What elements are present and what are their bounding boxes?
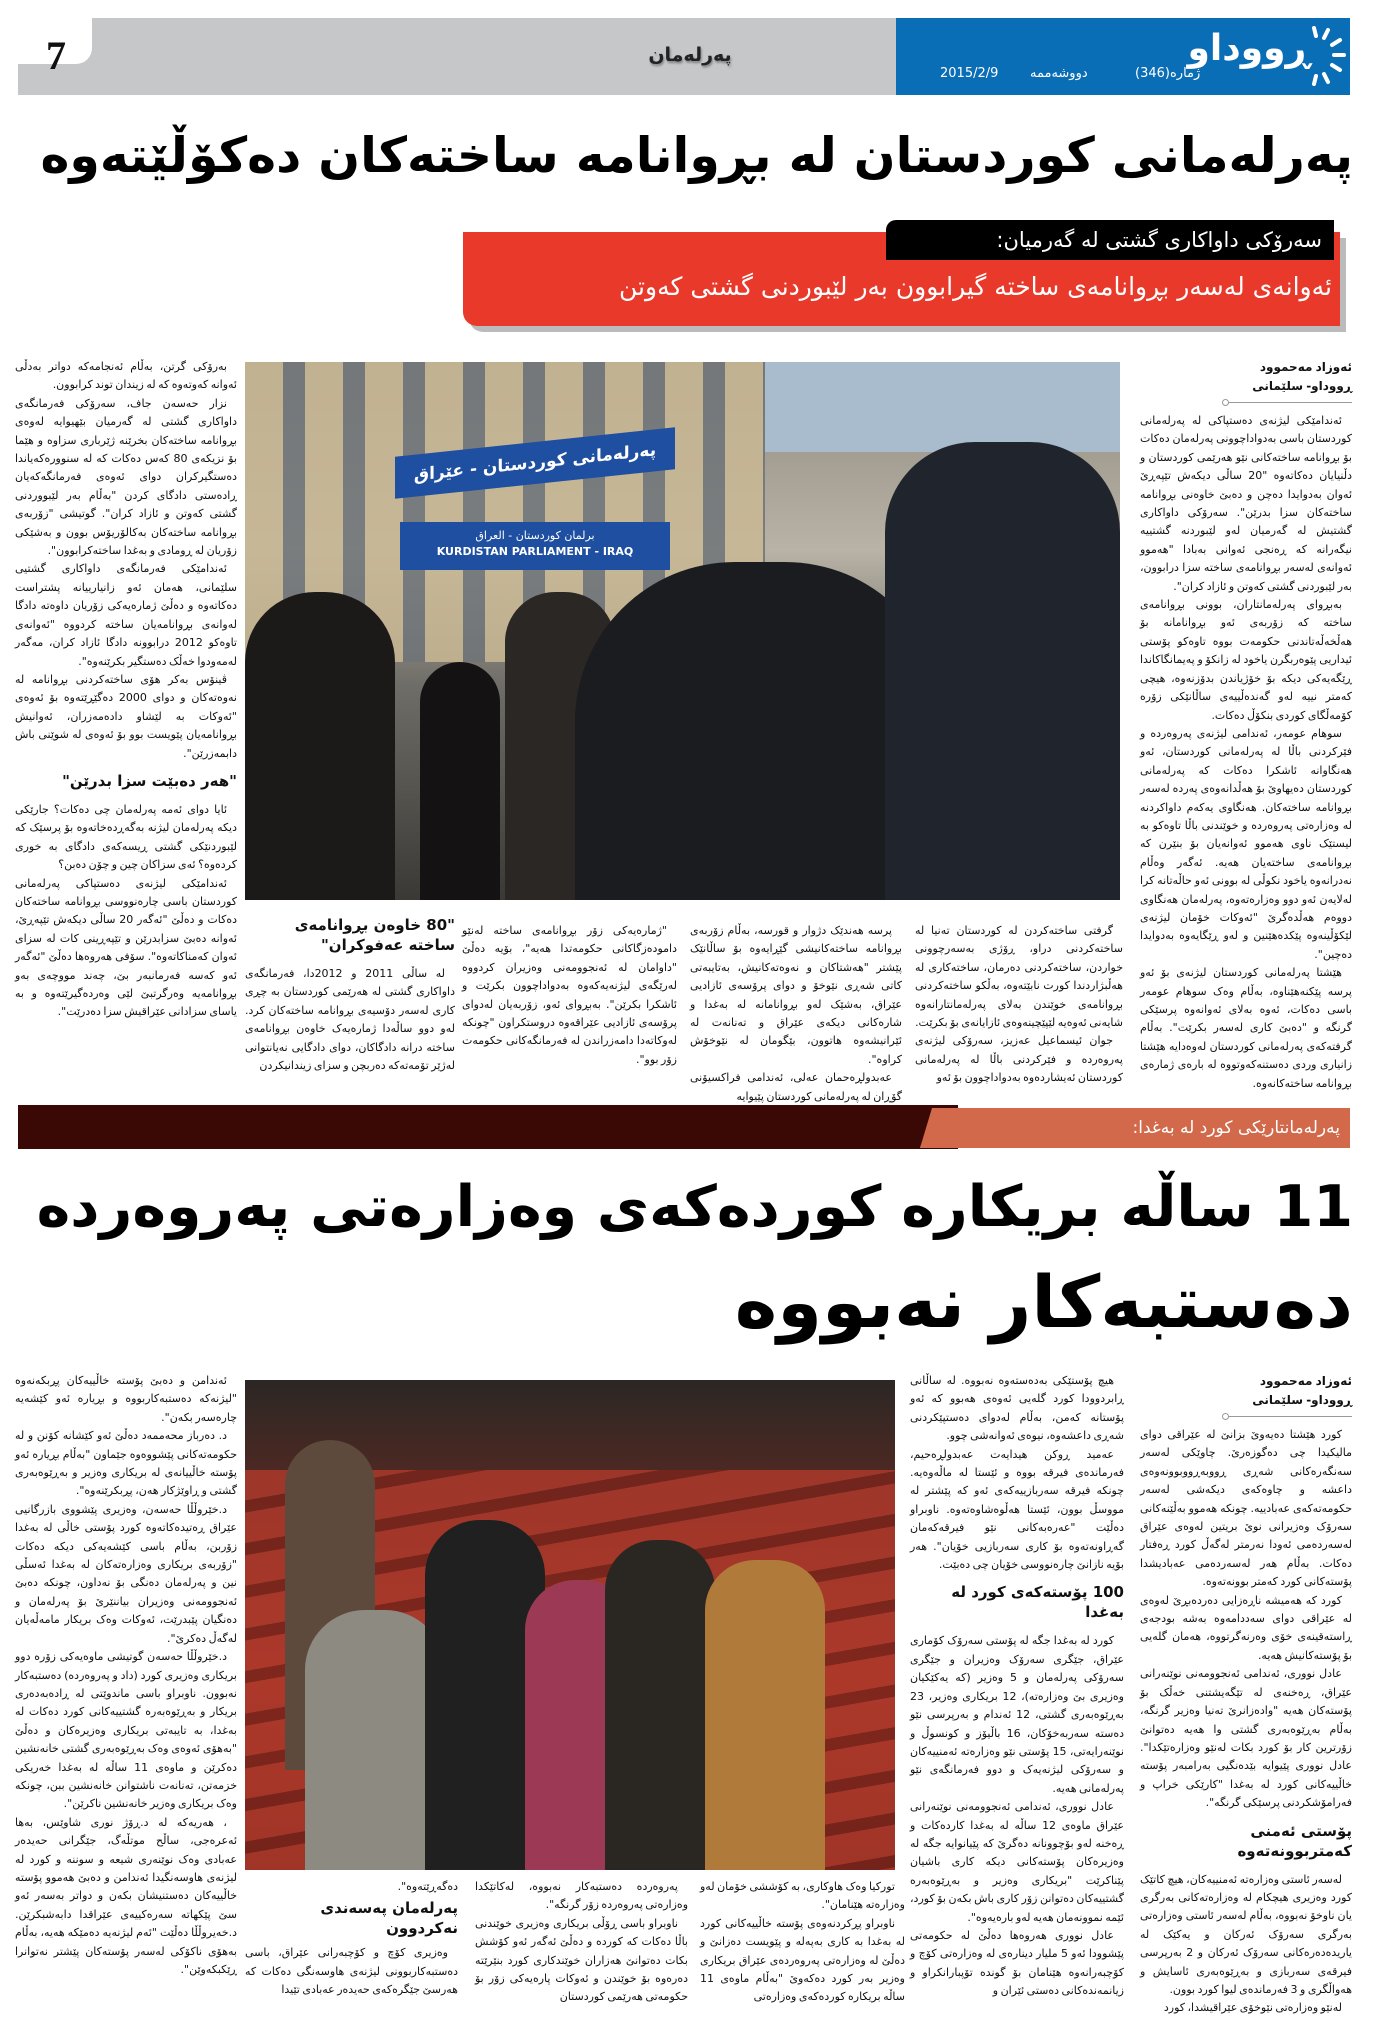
- paragraph: د.خێروڵڵا حەسەن، وەزیری پێشووی بازرگانیی عێراق ڕەتیدەکاتەوە کورد پۆستی خاڵی لە بەغدا زۆربن، بەڵام باسی کێشەیەکی دیکە دەکات "زۆربەی بریکاری وەزارەتەکان لە بەغدا ئەسڵی نین و پەرلەمان دەنگی بۆ نەداون، چونکە دەبێ ئەنجوومەنی وەزیران بیاننێرێ بۆ پەرلەمان و دەنگیان پێبدرێت، ئەوکات وەک بریکار مامەڵەیان لەگەڵ دەکرێ".: [15, 1502, 237, 1645]
- article1-column-below-2: [690, 922, 902, 1103]
- headline: پەرلەمانی کوردستان لە بڕوانامە ساختەکان دەکۆڵێتەوە: [40, 127, 1353, 184]
- parliament-photo: [245, 362, 1120, 900]
- logo: ڕووداو: [1187, 28, 1310, 69]
- paragraph: ڤینۆس بەکر هۆی ساختەکردنی بڕوانامە لە نەوەتەکان و دوای 2000 دەگێڕێتەوە بۆ ئەوەی "ئەوکات بە لێشاو دادەمەزران، ئەوانیش بڕوانامەیان پێویست بوو بۆ ئەوەی لە شوێنی باش دابمەزرێن".: [15, 672, 237, 760]
- paragraph: ، هەریەکە لە د.ڕۆژ نوری شاوێس، بەها ئەعرەجی، ساڵح موتڵەگ، جێگرانی حەیدەر عەبادی وەک نوێنەری شیعە و سوننە و کورد لە لیژنەی هاوسەنگیدا ئەندامن و دەبێ هەموو پۆستە خاڵییەکان دەستنیشان بکەن و دواتر بەسەر ئەو سێ پێکهاتە سەرەکییەی عێراقدا دابەشبکرێن. د.خەیروڵڵا دەڵێت "ئەم لیژنەیە دەمێکە هەیە، بەڵام بەهۆی ناکۆکی لەسەر پۆستەکان پێشتر نەتوانرا ڕێکبکەوێن".: [15, 1815, 237, 1976]
- photo-sign-ar-text: برلمان كوردستان - العراق: [475, 529, 595, 542]
- paragraph: پەروەردە دەستبەکار نەبووە، لەکاتێکدا وەزارەتی پەروەردە زۆر گرنگە".: [475, 1880, 688, 1912]
- paragraph: گرفتی ساختەکردن لە کوردستان تەنیا لە ساختەکردنی دراو، ڕۆژی بەسەرچوونی خواردن، ساختەکردنی دەرمان، ساختەکاری لە هەڵبژاردندا کورت نابێتەوە، بەڵکو ساختەکردنی بڕوانامەی خوێندن بەلای پەرلەمانتارانەوە شایەنی ئەوەیە لێپێچینەوەی ئازایانەی بۆ بکرێت.: [915, 924, 1123, 1030]
- subheading: "80 خاوەن بڕوانامەی ساختە عەفوکران": [294, 916, 455, 954]
- paragraph: بەرۆکی گرتن، بەڵام ئەنجامەکە دواتر بەدڵی ئەوانە کەوتەوە کە لە زیندان توند کرابوون.: [15, 360, 237, 392]
- article2-column-below-1: [700, 1878, 905, 2024]
- paragraph: کورد کە هەمیشە ناڕەزایی دەردەبڕێ لەوەی لە عێراقی دوای سەددامەوە بەشە بودجەی ڕاستەقینەی خۆی وەرنەگرتووە، هەمان گلەیی بۆ پۆستەکانیش هەیە.: [1140, 1593, 1352, 1662]
- paragraph: ئایا دوای ئەمە پەرلەمان چی دەکات؟ جارێکی دیکە پەرلەمان لیژنە بەگەڕدەخاتەوە بۆ پرسێک کە لێبوردنێکی گشتی ڕیسەکەی دادگای بە خوری کردەوە؟ ئەی سزاکان چین و چۆن دەبن؟: [15, 802, 237, 872]
- paragraph: پرسە هەندێک دژوار و قورسە، بەڵام زۆربەی بڕوانامە ساختەکانیشی گێڕایەوە بۆ ساڵانێک پێشتر "هەشتاکان و نەوەتەکانیش، بەتایبەتی کاتی شەڕی نێوخۆ و دوای پرۆسەی ئازادیی عێراق، بەشێک لەو بڕوانامانە لە بەغدا و شارەکانی دیکەی عێراق و تەنانەت لە ئێرانیشەوە هاتوون، بێگومان لە نێوخۆش کراوە".: [690, 924, 902, 1066]
- photo-sign-en-text: KURDISTAN PARLIAMENT - IRAQ: [436, 545, 634, 558]
- paragraph: عادل نووری، ئەندامی ئەنجوومەنی نوێنەرانی عێراق، ڕەخنەی لە تێگەیشتنی خەڵک بۆ پۆستەکان هەیە "وادەزانرێ تەنیا وەزیر گرنگە، بەڵام بەڕێوەبەری گشتی وا هەیە دەتوانێ زۆرترین کار بۆ کورد بکات لەنێو وەزارەتێکدا". عادل نووری پێیوایە بێدەنگیی بەرامبەر پۆستە خاڵییەکانی کورد لە بەغدا "کارێکی خراپ و فەرامۆشکردنی پرسێکی گرنگە".: [1140, 1667, 1352, 1810]
- header-bar: [18, 18, 918, 95]
- paragraph: هێشتا پەرلەمانی کوردستان لیژنەی بۆ ئەو پرسە پێکنەهێناوە، بەڵام وەک سوهام عومەر باسی دەکات، ئەوە بەلای ئەوانەوە پرسێکی گرنگە و "دەبێ کاری لەسەر بکرێت". بەڵام گرفتەکەی پەرلەمانی کوردستان لەوەدایە هێشتا زانیاری وردی دەستنەکەوتووە لە بارەی ژمارەی بڕوانامە ساختەکانەوە.: [1140, 966, 1352, 1090]
- subheading: پۆستی ئەمنی کەمتربوونەتەوە: [1237, 1821, 1352, 1860]
- paragraph: تورکیا وەک هاوکاری، بە کۆششی خۆمان لەو وەزارەتە هێنامان".: [700, 1880, 905, 1912]
- paragraph: ئەندامێکی لیژنەی دەستپاکی پەرلەمانی کوردستان باسی چارەنووسی بڕوانامە ساختەکان دەکات و دەڵێ "ئەگەر 20 ساڵی دیکەش تێپەڕێ، ئەوانە دەبێ سزابدرێن و تێپەڕینی کات لە سزای ئەوان کەمناکاتەوە". سۆفی هەروەها دەڵێ "ئەگەر ئەو کەسە فەرمانبەر بێ، چەند مووچەی بەو بڕوانامەیە وەرگرتبێ لێی وەردەگیرێتەوە و بە یاسای سزادانی عێراقیش سزا دەدرێت".: [15, 876, 237, 1019]
- paragraph: لە ساڵی 2011 و 2012دا، فەرمانگەی داواکاری گشتی لە هەرێمی کوردستان بە چڕی کاری لەسەر دۆسیەی بڕوانامە ساختەکان کرد. لەو دوو ساڵەدا ژمارەیەک خاوەن بڕوانامەی ساختە درانە دادگاکان، دوای دادگایی نەیانتوانی لەژێر تۆمەتەکە دەربچن و سزای زیندانیکردن: [245, 967, 455, 1073]
- paragraph: ناوبراو باسی ڕۆڵی بریکاری وەزیری خوێندنی باڵا دەکات کە کوردە و دەڵێ ئەگەر ئەو کۆشش بکات دەتوانێ هەزاران خوێندکاری کورد بنێرێتە دەرەوە بۆ خوێندن و ئەوکات پارەیەکی زۆر بۆ حکومەتی هەرێمی کوردستان: [475, 1916, 688, 2004]
- paragraph: کورد هێشتا دەیەوێ بزانێ لە عێراقی دوای مالیکیدا چی دەگوزەرێ. چاوێکی لەسەر سەنگەرەکانی شەڕی ڕووبەڕووبوونەوەی داعشە و چاوەکەی دیکەشی لەسەر حکومەتەکەی عەبادییە. چونکە هەموو بەڵێنەکانی سەرۆک وەزیرانی نوێ بریتین لەوەی عێراق لەسەردەمی ئەودا نەرمتر لەگەڵ کورد ڕەفتار دەکات. بەڵام هەر لەسەردەمی عەبادیشدا پۆستەکانی کورد کەمتر بوونەتەوە.: [1140, 1428, 1352, 1589]
- paragraph: د.خێروڵڵا حەسەن گوتیشی ماوەیەکی زۆرە دوو بریکاری وەزیری کورد (داد و پەروەردە) دەستبەکار نەبوون. ناوبراو باسی ماندوێتی لە ڕادەبەدەری بریکار و بەڕێوەبەرە گشتییەکانی کورد دەکات لە بەغدا، بە تایبەتی بریکاری وەزیرەکان و دەڵێ "بەهۆی ئەوەی وەک بەڕێوەبەری گشتی خانەنشین دەکرێن و ماوەی 11 ساڵە لە بەغدا خەریکی خزمەتن، تەنانەت ناشتوانن خانەنشین ببن، چونکە وەک بریکاری وەزیر خانەنشین ناکرێن".: [15, 1650, 237, 1811]
- paragraph: عادل نووری هەروەها دەڵێ لە حکومەتی پێشوودا ئەو 5 ملیار دینارەی لە وەزارەتی کۆچ و کۆچبەرانەوە هێنامان بۆ گوندە تۆپبارانکراو و زیانمەندەکانی دەستی ئێران و: [910, 1928, 1124, 1998]
- paragraph: ئەندامن و دەبێ پۆستە خاڵییەکان پڕبکەنەوە "لیژنەکە دەستبەکاربووە و بڕیارە ئەو کێشەیە چارەسەر بکەن".: [15, 1374, 237, 1424]
- paragraph: عەبدولڕەحمان عەلی، ئەندامی فراکسیۆنی گۆڕان لە پەرلەمانی کوردستان پێیوایە: [690, 1071, 902, 1103]
- author: ئەوزاد مەحموود: [1259, 1374, 1352, 1388]
- article2-column-right: [1140, 1372, 1352, 2024]
- issue-date: 2015/2/9: [940, 66, 999, 81]
- paragraph: عادل نووری، ئەندامی ئەنجوومەنی نوێنەرانی عێراق ماوەی 12 ساڵە لە بەغدا کاردەکات و ڕەخنە لەو بۆچوونانە دەگرێ کە پێیانوایە جگە لە وەزیرەکان پۆستەکانی دیکە کاری باشیان پێناکرێت "بریکاری وەزیر و بەڕێوەبەرە گشتییەکان دەتوانن زۆر کاری باش بکەن بۆ کورد، ئێمە نموونەمان هەیە لەو بارەیەوە".: [910, 1800, 1124, 1924]
- article2-column-left: [15, 1372, 237, 2024]
- section-band: [18, 1105, 958, 1149]
- page-number-tab: [18, 18, 92, 78]
- article2-column-below-3: [245, 1878, 458, 2024]
- subheading: پەرلەمان پەسەندی نەکردوون: [320, 1899, 458, 1938]
- paragraph: ئەندامێکی لیژنەی دەستپاکی لە پەرلەمانی کوردستان باسی بەدواداچوونی پەرلەمان دەکات بۆ بڕوانامە ساختەکانی نێو هەرێمی کوردستان و دڵنیایان دەکاتەوە "20 ساڵی دیکەش تێپەڕێ ئەوان بەدوایدا دەچن و دەبێ خاوەنی بڕوانامە ساختەکان سزا بدرێن". سەرۆکی داواکاری گشتیش لە گەرمیان لەو لێبوردنە گشتییە نیگەرانە کە ڕەنجی ئەوانی بەبادا "هەموو ئەوانەی لەسەر بڕوانامەی ساختە سزا درابوون، بەر لێبوردنی گشتی کەوتن و ئازاد کران".: [1140, 414, 1352, 593]
- section-title: پەرلەمان: [648, 44, 732, 66]
- dateline: ڕووداو- سلێمانی: [1252, 379, 1352, 393]
- paragraph: نزار حەسەن جاف، سەرۆکی فەرمانگەی داواکاری گشتی لە گەرمیان بێهیوایە لەوەی بڕوانامە ساختەکان بخرێنە ژێرباری سزاوە و هێما بۆ نزیکەی 80 کەس دەکات کە لە سنوورەکەیاندا دەستگیرکران دوای ئەوەی فەرمانگەکەیان ڕادەستی دادگای کردن "بەڵام بەر لێبووردنی گشتی کەوتن و ئازاد کران". گوتیشی "زۆربەی بڕوانامە ساختەکان بەکالۆریۆس بوون و بەشێکی زۆریان لە ڕومادی و بەغدا ساختەکرابوون".: [15, 396, 237, 558]
- paragraph: ئەندامێکی فەرمانگەی داواکاری گشتیی سلێمانی، هەمان ئەو زانیارییانە پشتراست دەکاتەوە و دەڵێ ژمارەیەکی زۆریان داوەتە دادگا لەوانەی بڕوانامەیان ساختە کردووە "ئەوانەی تاوەکو 2012 درابوونە دادگا ئازاد کران، مەگەر لەمەودوا خەڵک دەستگیر بکرێنەوە".: [15, 562, 237, 668]
- paragraph: لەسەر ئاستی وەزارەتە ئەمنییەکان، هیچ کاتێک کورد وەزیری هیچکام لە وەزارەتەکانی بەرگری یان ناوخۆ نەبووە، بەڵام لەسەر ئاستی وەزارەتی بەرگری سەرۆک ئەرکان و یەکێک لە یاریدەدەرەکانی سەرۆک ئەرکان و 2 بەرپرسی فیرقەی سەربازی و بەڕێوەبەری ئاسایش و هەواڵگری و 3 فەرماندەی لیوا کورد بوون.: [1140, 1872, 1352, 1996]
- subheading: "هەر دەبێت سزا بدرێن": [62, 771, 237, 790]
- photo-sign-en: [400, 522, 670, 570]
- paragraph: بەبڕوای پەرلەمانتاران، بوونی بڕوانامەی ساختە کە زۆربەی ئەو بڕوانامانە بۆ هەڵخەڵەتاندنی حکومەت بووە تاوەکو پۆستی ئیداریی پێوەربگرن یاخود لە زانکۆ و پەیمانگاکاندا ڕێگەیەکی دیکە بۆ خۆژیاندن بدۆزنەوە، هیچی کەمتر نییە لەو گەندەڵییەی ساڵانێکی زۆرە کۆمەڵگای کوردی بنکۆڵ دەکات.: [1140, 598, 1352, 722]
- paragraph: عەمید ڕوکن هیدایەت عەبدولڕەحیم، فەرماندەی فیرقە بووە و ئێستا لە ماڵەوەیە. چونکە فیرقە سەربازییەکەی ئەو کە پێشتر لە مووسڵ بوون، ئێستا هەڵوەشاوەتەوە. ناوبراو دەڵێت "عەرەبەکانی نێو فیرقەکەمان گەڕاونەتەوە بۆ کاری سەربازیی خۆیان". هەر بۆیە نازانێ چارەنووسی خۆیان چی دەبێت.: [910, 1447, 1124, 1572]
- article1-column-below-4: [245, 915, 455, 1095]
- author: ئەوزاد مەحموود: [1259, 360, 1352, 374]
- article1-column-below-1: [915, 922, 1123, 1095]
- photo-sign: پەرلەمانی کوردستان - عێراق: [395, 427, 675, 498]
- paragraph: "ژمارەیەکی زۆر بڕوانامەی ساختە لەنێو دامودەزگاکانی حکومەتدا هەیە"، بۆیە دەڵێ "داوامان لە ئەنجوومەنی وەزیران کردووە لەرێگەی لیژنەیەکەوە بەدواداچوون بکرێت و ئاشکرا بکرێن". بەبڕوای ئەو، زۆربەیان لەدوای پرۆسەی ئازادیی عێراقەوە دروستکراون "چونکە لەوکاتەدا دامەزراندن لە فەرمانگەکانی حکومەت زۆر بوو".: [462, 924, 677, 1066]
- text-fragment: دەگەڕێتەوە".: [397, 1880, 458, 1893]
- article1-column-right: [1140, 358, 1352, 1095]
- paragraph: کورد لە بەغدا جگە لە پۆستی سەرۆک کۆماری عێراق، جێگری سەرۆک وەزیران و جێگری سەرۆکی پەرلەمان و 5 وەزیر (کە یەکێکیان وەزیری بێ وەزارەتە)، 12 بریکاری وەزیر، 23 بەڕێوەبەری گشتی، 12 ئەندام و بەرپرسی نێو دەستە سەربەخۆکان، 16 باڵیۆز و کونسوڵ و نوێنەرایەتی، 15 پۆستی نێو وەزارەتە ئەمنییەکان و سەرۆکی لیژنەیەک و دوو فەرمانگەی نێو پەرلەمانی هەیە.: [910, 1634, 1124, 1795]
- subheading: 100 پۆستەکەی کورد لە بەغدا: [951, 1583, 1124, 1622]
- paragraph: جوان ئیسماعیل عەزیز، سەرۆکی لیژنەی پەروەردە و فێرکردنی باڵا لە پەرلەمانی کوردستان ئەیشاردەوە بەدواداچوون بۆ ئەو: [915, 1034, 1123, 1085]
- paragraph: هیچ پۆستێکی بەدەستەوە نەبووە. لە ساڵانی ڕابردوودا کورد گلەیی ئەوەی هەبوو کە ئەو پۆستانە کەمن، بەڵام لەدوای دەستپێکردنی شەڕی داعشەوە، نیوەی ئەوانەشی چوو.: [910, 1374, 1124, 1443]
- page-number: 7: [46, 33, 66, 78]
- headline: 11 ساڵە بریکارە کوردەکەی وەزارەتی پەروەردە: [36, 1174, 1353, 1240]
- article1-column-below-3: [462, 922, 677, 1095]
- paragraph: وەزیری کۆچ و کۆچبەرانی عێراق، باسی دەستبەکاربوونی لیژنەی هاوسەنگی دەکات کە هەرسێ جێگرەکەی حەیدەر عەبادی تێیدا: [245, 1946, 458, 1997]
- paragraph: لەنێو وەزارەتی نێوخۆی عێراقیشدا، کورد: [1163, 2001, 1342, 2015]
- article2-column-mid: [910, 1372, 1124, 2024]
- deck: ئەوانەی لەسەر بڕوانامەی ساختە گیرابوون بەر لێبوردنی گشتی کەوتن: [619, 272, 1332, 301]
- paragraph: ناوبراو پڕکردنەوەی پۆستە خاڵییەکانی کورد لە بەغدا بە کاری بەپەلە و پێویست دەزانێ و دەڵێ لە وەزارەتی پەروەردەی عێراق بریکاری وەزیر بەر کورد دەکەوێ "بەڵام ماوەی 11 ساڵە بریکارە کوردەکەی وەزارەتی: [700, 1916, 905, 2004]
- divider: [1225, 402, 1352, 403]
- article1-column-left: [15, 358, 237, 1095]
- weekday: دووشەممە: [1030, 66, 1088, 81]
- parliament-session-photo: [245, 1380, 895, 1870]
- dateline: ڕووداو- سلێمانی: [1252, 1393, 1352, 1407]
- divider: [1225, 1416, 1352, 1417]
- band-label: پەرلەمانتارێکی کورد لە بەغدا:: [1132, 1118, 1340, 1138]
- paragraph: سوهام عومەر، ئەندامی لیژنەی پەروەردە و فێرکردنی باڵا لە پەرلەمانی کوردستان، ئەو هەنگاوانە ئاشکرا دەکات کە پەرلەمانی کوردستان دەیهاوێ بۆ هەڵدانەوەی پەردە لەسەر بڕوانامە ساختەکان. هەنگاوی یەکەم داواکردنە لە وەزارەتی پەروەردە و خوێندنی باڵا تاوەکو بە لیستێک ناوی هەموو ئەوانەیان بۆ بنێرن کە بڕوانامەی ساختەیان هەیە. ئەگەر وەڵام نەدرانەوە یاخود نکوڵی لە بوونی ئەو حاڵەتانە کرا لەلایەن ئەو دوو وەزارەتەوە، پەرلەمان هەنگاوی دووەم هەڵدەگرێ "ئەوکات خۆمان لیژنەی لێکۆڵینەوە پێکدەهێنین و لەو ڕێگایەوە بەدوایدا دەچین".: [1140, 726, 1352, 961]
- kicker: سەرۆکی داواکاری گشتی لە گەرمیان:: [886, 220, 1334, 260]
- article2-column-below-2: [475, 1878, 688, 2024]
- logo-rays-icon: [1300, 22, 1348, 92]
- headline-line-2: دەستبەکار نەبووە: [734, 1260, 1353, 1344]
- issue-number: ژمارە(346): [1135, 66, 1201, 81]
- paragraph: د. دەرباز محەممەد دەڵێ ئەو کێشانە کۆنن و لە حکومەتەکانی پێشووەوە جێماون "بەڵام بڕیارە ئەو پۆستە خاڵییانەی لە بریکاری وەزیر و بەڕێوەبەری گشتی و ڕاوێژکار هەن، پڕبکرێنەوە".: [15, 1429, 237, 1498]
